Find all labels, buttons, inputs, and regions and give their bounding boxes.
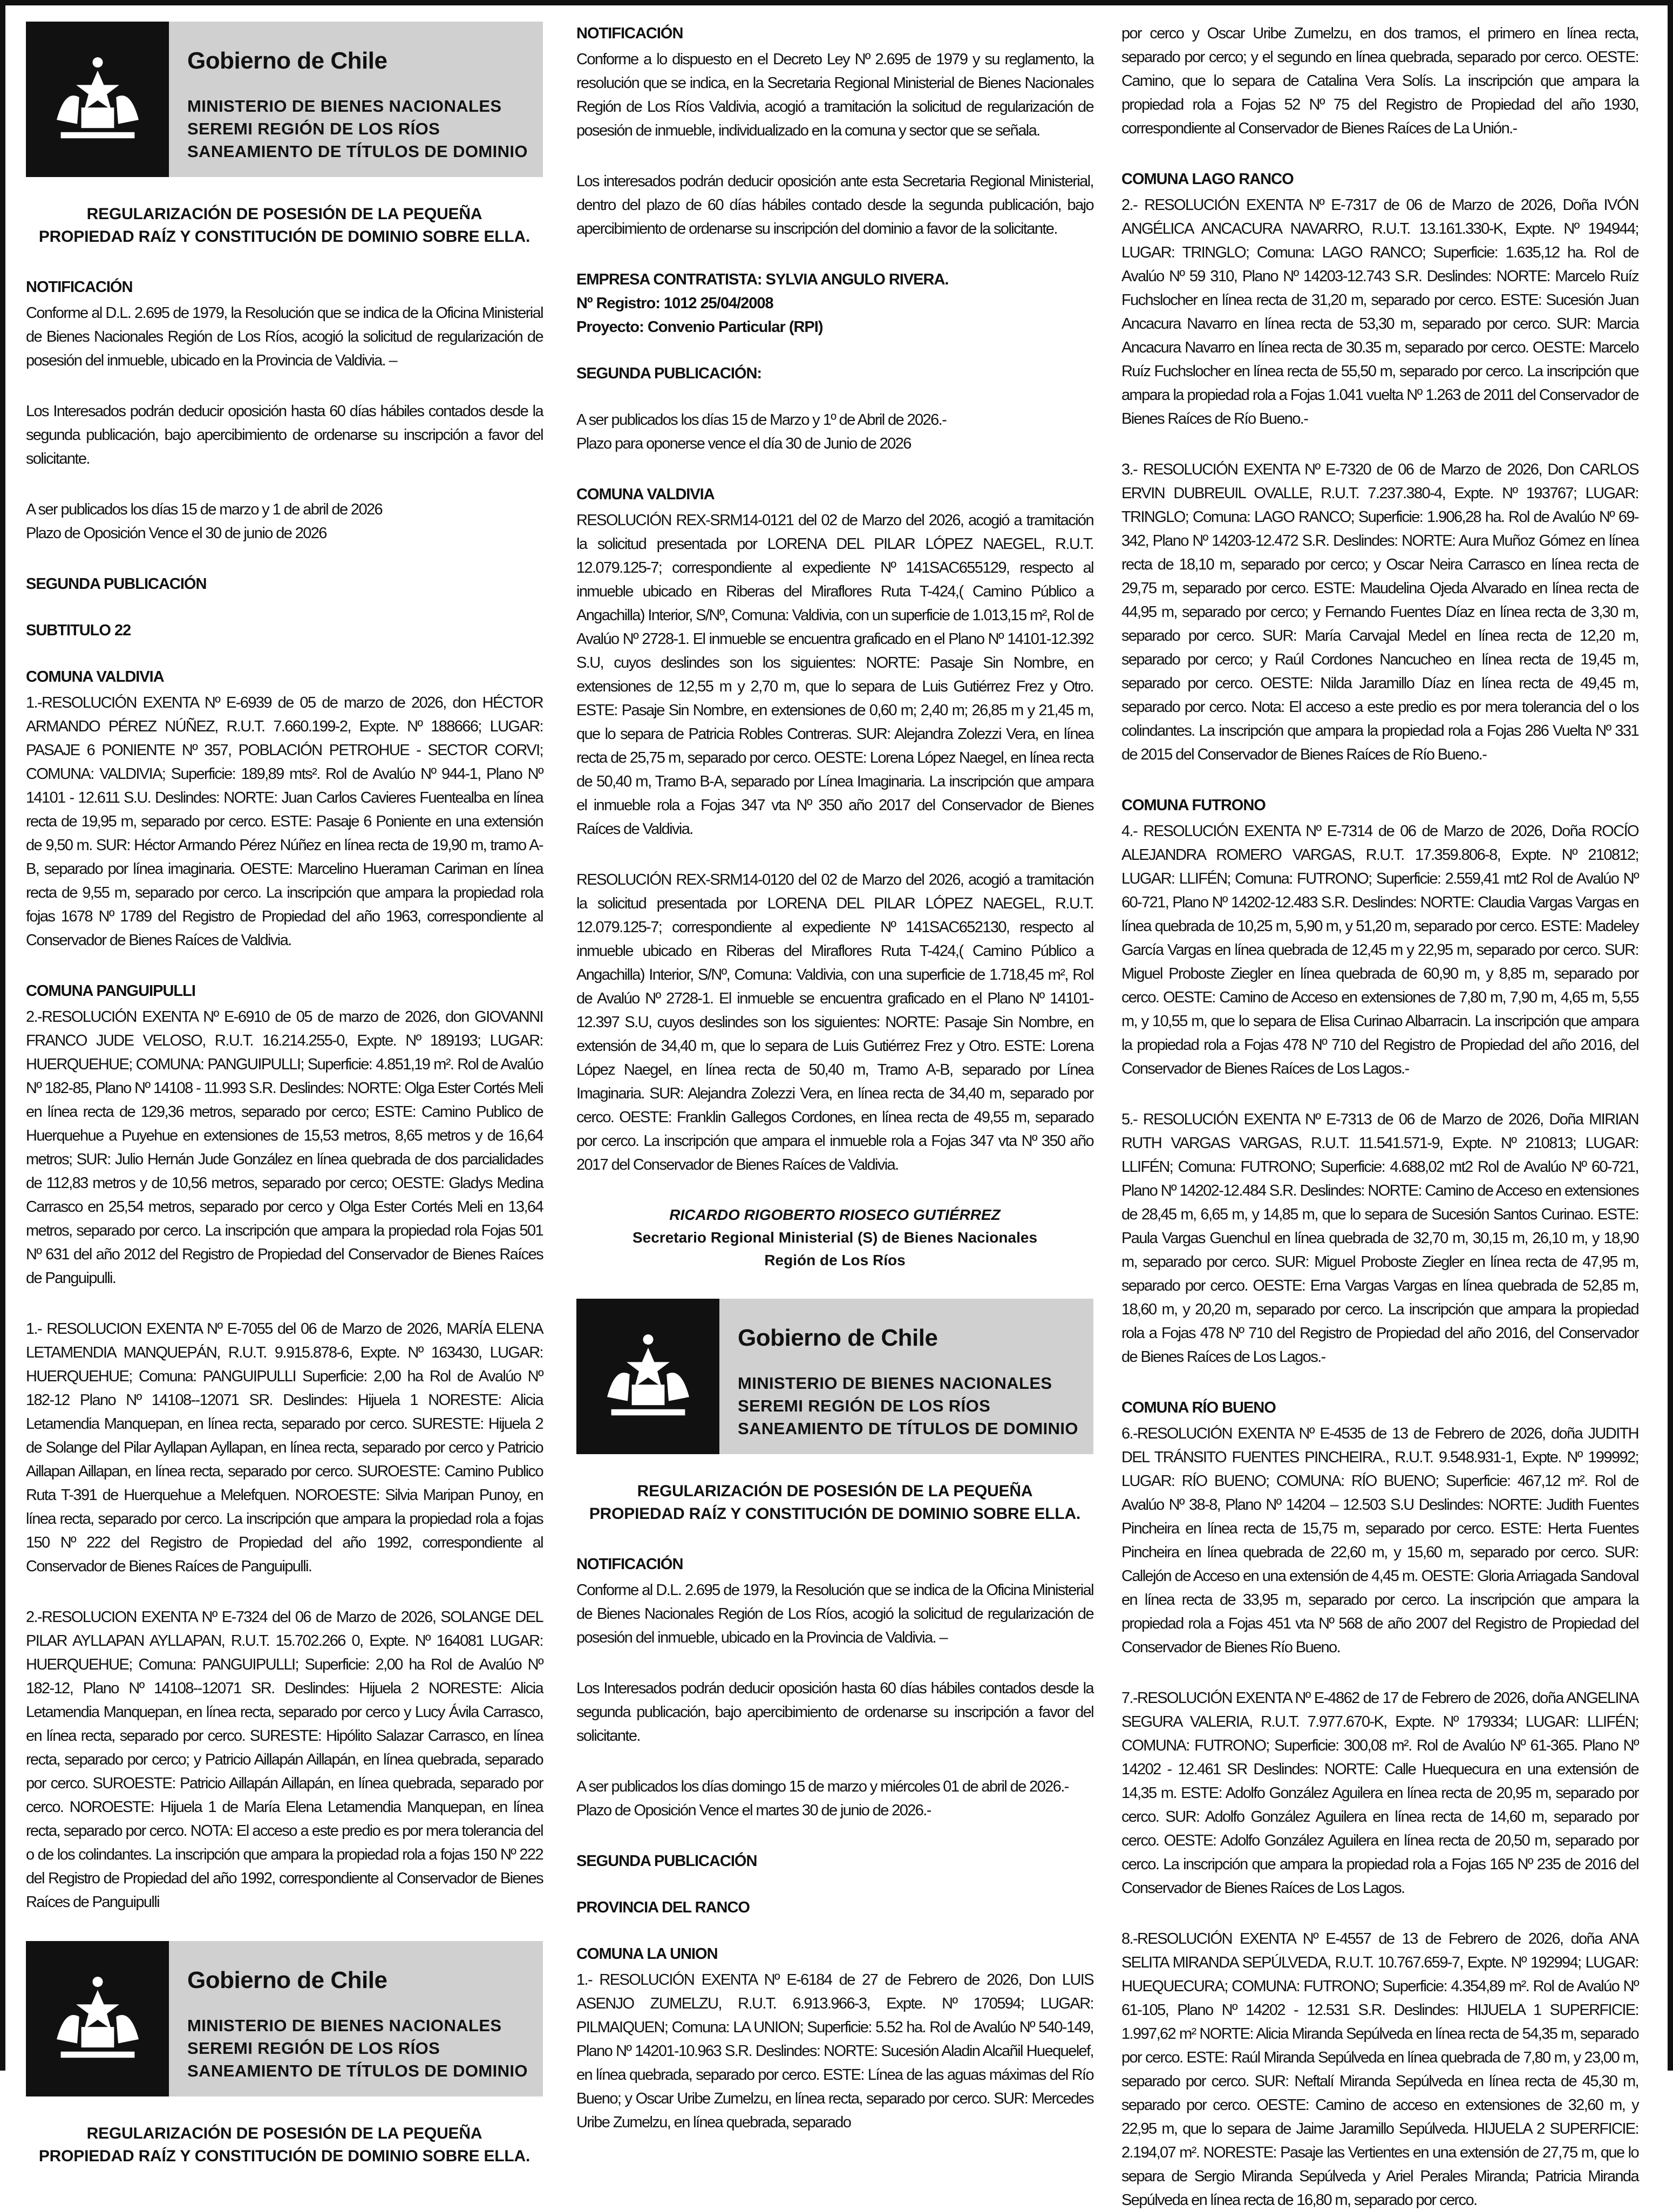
column-1 bbox=[26, 22, 543, 2165]
interesados-text: Los Interesados podrán deducir oposición hasta 60 días hábiles contados desde la segunda publicación, bajo apercibimiento de ordenarse su inscripción a favor del solicitante. bbox=[26, 403, 543, 467]
notificacion-title: NOTIFICACIÓN bbox=[26, 279, 133, 296]
resolucion-item: 1.-RESOLUCIÓN EXENTA Nº E-6939 de 05 de marzo de 2026, don HÉCTOR ARMANDO PÉREZ NÚÑEZ, R.U.T. 7.660.199-2, Expte. Nº 188666; LUGAR: PASAJE 6 PONIENTE Nº 357, POBLACIÓN PETROHUE - SECTOR CORVI; COMUNA: VALDIVIA; Superficie: 189,89 mts². Rol de Avalúo Nº 944-1, Plano Nº 14101 - 12.611 S.U. Deslindes: NORTE: Juan Carlos Cavieres Fuentealba en línea recta de 19,95 m, separado por cerco. ESTE: Pasaje 6 Poniente en una extensión de 9,50 m. SUR: Héctor Armando Pérez Núñez en línea recta de 19,90 m, tramo A-B, separado por línea imaginaria. OESTE: Marcelino Hueraman Cariman en línea recta de 9,55 m, separado por cerco. La inscripción que ampara la propiedad rola fojas 1678 Nº 1789 del Registro de Propiedad del año 1963, correspondiente al Conservador de Bienes Raíces de Valdivia. bbox=[26, 694, 543, 949]
comuna-riobueno-heading: COMUNA RÍO BUENO bbox=[1121, 1399, 1276, 1416]
resolucion-item: 4.- RESOLUCIÓN EXENTA Nº E-7314 de 06 de Marzo de 2026, Doña ROCÍO ALEJANDRA ROMERO VARGAS, R.U.T. 17.359.806-8, Expte. Nº 210812; LUGAR: LLIFÉN; Comuna: FUTRONO; Superficie: 2.559,41 mt2 Rol de Avalúo Nº 60-721, Plano Nº 14202-12.483 S.R. Deslindes: NORTE: Claudia Vargas Vargas en línea quebrada de 10,25 m, 5,90 m, y 51,20 m, separado por cerco. ESTE: Madeley García Vargas en línea quebrada de 12,45 m y 22,95 m, separado por cerco. SUR: Miguel Proboste Ziegler en línea quebrada de 60,90 m, y 8,85 m, separado por cerco. OESTE: Camino de Acceso en extensiones de 7,80 m, 7,90 m, 4,65 m, 5,55 m, y 10,55 m, que lo separa de Elisa Curinao Albarracin. La inscripción que ampara la propiedad rola a Fojas 478 Nº 710 del Registro de Propiedad del año 2016, del Conservador de Bienes Raíces de Los Lagos.- bbox=[1121, 823, 1638, 1077]
comuna-valdivia-heading: COMUNA VALDIVIA bbox=[576, 486, 715, 503]
numero-registro: Nº Registro: 1012 25/04/2008 bbox=[576, 295, 773, 312]
comuna-lagoranco-heading: COMUNA LAGO RANCO bbox=[1121, 171, 1294, 188]
resolucion-item: 7.-RESOLUCIÓN EXENTA Nº E-4862 de 17 de Febrero de 2026, doña ANGELINA SEGURA VALERIA, R.U.T. 7.977.670-K, Expte. Nº 179334; LUGAR: LLIFÉN; COMUNA: FUTRONO; Superficie: 300,08 m². Rol de Avalúo Nº 61-365. Plano Nº 14202 - 12.461 SR Deslindes: NORTE: Calle Huequecura en una extensión de 14,35 m. ESTE: Adolfo González Aguilera en línea recta de 20,95 m, separado por cerco. SUR: Adolfo González Aguilera en línea recta de 14,60 m, separado por cerco. OESTE: Adolfo González Aguilera en línea recta de 20,50 m, separado por cerco. La inscripción que ampara la propiedad rola a Fojas 165 Nº 235 de 2016 del Conservador de Bienes Raíces de Los Lagos. bbox=[1121, 1689, 1638, 1897]
signatory-region: Región de Los Ríos bbox=[764, 1252, 906, 1268]
chile-coat-of-arms-icon bbox=[576, 1299, 719, 1454]
subtitulo-heading: SUBTITULO 22 bbox=[26, 622, 131, 639]
gobierno-title: Gobierno de Chile bbox=[187, 1967, 387, 1993]
ministerio-line: MINISTERIO DE BIENES NACIONALES bbox=[187, 2016, 502, 2035]
saneamiento-line: SANEAMIENTO DE TÍTULOS DE DOMINIO bbox=[187, 142, 528, 161]
empresa-contratista: EMPRESA CONTRATISTA: SYLVIA ANGULO RIVERA. bbox=[576, 271, 949, 288]
chile-coat-of-arms-icon bbox=[26, 22, 169, 177]
notificacion-text: Conforme a lo dispuesto en el Decreto Ley Nº 2.695 de 1979 y su reglamento, la resolución que se indica, en la Secretaria Regional Ministerial de Bienes Nacionales Región de Los Ríos Valdivia, acogió a tramitación la solicitud de regularización de posesión de inmueble, individualizado en la comuna y sector que se señala. bbox=[576, 51, 1093, 139]
comuna-valdivia-heading: COMUNA VALDIVIA bbox=[26, 668, 164, 686]
publication-dates: A ser publicados los días 15 de marzo y 1 de abril de 2026 bbox=[26, 501, 383, 518]
gobierno-title: Gobierno de Chile bbox=[187, 48, 387, 74]
interesados-text: Los interesados podrán deducir oposición ante esta Secretaria Regional Ministerial, dentro del plazo de 60 días hábiles contado desde la segunda publicación, bajo apercibimiento de ordenarse su inscripción del dominio a favor de la solicitante. bbox=[576, 173, 1093, 238]
notificacion-title: NOTIFICACIÓN bbox=[576, 1556, 683, 1573]
resolucion-item: 6.-RESOLUCIÓN EXENTA Nº E-4535 de 13 de Febrero de 2026, doña JUDITH DEL TRÁNSITO FUENTES PINCHEIRA., R.U.T. 9.548.931-1, Expte. Nº 199992; LUGAR: RÍO BUENO; COMUNA: RÍO BUENO; Superficie: 467,12 m². Rol de Avalúo Nº 38-8, Plano Nº 14204 – 12.503 S.U Deslindes: NORTE: Judith Fuentes Pincheira en línea recta de 15,75 m, separado por cerco. ESTE: Herta Fuentes Pincheira en línea quebrada de 22,60 m, y 15,60 m, separado por cerco. SUR: Callejón de Acceso en una extensión de 4,45 m. OESTE: Gloria Arriagada Sandoval en línea recta de 33,95 m, separado por cerco. La inscripción que ampara la propiedad rola a Fojas 451 vta Nº 568 de año 2007 del Registro de Propiedad del Conservador de Bienes Río Bueno. bbox=[1121, 1425, 1638, 1656]
segunda-publicacion-heading: SEGUNDA PUBLICACIÓN bbox=[26, 575, 207, 593]
resolucion-item: 2.- RESOLUCIÓN EXENTA Nº E-7317 de 06 de Marzo de 2026, Doña IVÓN ANGÉLICA ANCACURA NAVARRO, R.U.T. 13.161.330-K, Expte. Nº 194944; LUGAR: TRINGLO; Comuna: LAGO RANCO; Superficie: 1.635,12 ha. Rol de Avalúo Nº 59 310, Plano Nº 14203-12.743 S.R. Deslindes: NORTE: Marcelo Ruíz Fuchslocher en línea recta de 31,20 m, separado por cerco. ESTE: Sucesión Juan Ancacura Navarro en línea recta de 53,30 m, separado por cerco. SUR: Marcia Ancacura Navarro en línea recta de 30.35 m, separado por cerco. OESTE: Marcelo Ruíz Fuchslocher en línea recta de 55,50 m, separado por cerco. La inscripción que ampara la propiedad rola a Fojas 1.041 vuelta Nº 1.263 de 2011 del Conservador de Bienes Raíces de Río Bueno.- bbox=[1121, 196, 1638, 428]
resolucion-item-continued: por cerco y Oscar Uribe Zumelzu, en dos tramos, el primero en línea recta, separado por cerco; y el segundo en línea quebrada, separado por cerco. OESTE: Camino, que lo separa de Catalina Vera Solís. La inscripción que ampara la propiedad rola a Fojas 52 Nº 75 del Registro de Propiedad del año 1930, correspondiente al Conservador de Bienes Raíces de La Unión.- bbox=[1121, 25, 1638, 137]
signature-block bbox=[576, 1204, 1093, 1272]
publication-dates: A ser publicados los días domingo 15 de marzo y miércoles 01 de abril de 2026.- bbox=[576, 1778, 1069, 1795]
segunda-publicacion-heading: SEGUNDA PUBLICACIÓN bbox=[576, 1853, 757, 1870]
column-2 bbox=[576, 22, 1093, 2131]
government-banner bbox=[576, 1299, 1093, 1454]
provincia-heading: PROVINCIA DEL RANCO bbox=[576, 1899, 750, 1916]
column-3 bbox=[1121, 22, 1638, 2209]
seremi-line: SEREMI REGIÓN DE LOS RÍOS bbox=[187, 119, 440, 138]
notificacion-title: NOTIFICACIÓN bbox=[576, 25, 683, 42]
resolucion-item: 2.-RESOLUCION EXENTA Nº E-7324 del 06 de Marzo de 2026, SOLANGE DEL PILAR AYLLAPAN AYLLAPAN, R.U.T. 15.702.266 0, Expte. Nº 164081 LUGAR: HUERQUEHUE; Comuna: PANGUIPULLI; Superficie: 2,00 ha Rol de Avalúo Nº 182-12, Plano Nº 14108--12071 SR. Deslindes: Hijuela 2 NORESTE: Alicia Letamendia Manquepan, en línea recta, separado por cerco y Lucy Ávila Carrasco, en línea recta, separado por cerco. SURESTE: Hipólito Salazar Carrasco, en línea recta, separado por cerco; y Patricio Aillapán Aillapán, en línea quebrada, separado por cerco. SUROESTE: Patricio Aillapán Aillapán, en línea quebrada, separado por cerco. NOROESTE: Hijuela 1 de María Elena Letamendia Manquepan, en línea recta, separado por cerco. NOTA: El acceso a este predio es por mera tolerancia del o de los colindantes. La inscripción que ampara la propiedad rola a fojas 150 Nº 222 del Registro de Propiedad del año 1992, correspondiente al Conservador de Bienes Raíces de Panguipulli bbox=[26, 1609, 543, 1911]
saneamiento-line: SANEAMIENTO DE TÍTULOS DE DOMINIO bbox=[187, 2061, 528, 2080]
interesados-text: Los Interesados podrán deducir oposición hasta 60 días hábiles contados desde la segunda publicación, bajo apercibimiento de ordenarse su inscripción a favor del solicitante. bbox=[576, 1680, 1093, 1745]
notificacion-text: Conforme al D.L. 2.695 de 1979, la Resolución que se indica de la Oficina Ministerial de Bienes Nacionales Región de Los Ríos, acogió la solicitud de regularización de posesión del inmueble, ubicado en la Provincia de Valdivia. – bbox=[576, 1582, 1093, 1646]
signatory-title: Secretario Regional Ministerial (S) de Bienes Nacionales bbox=[632, 1229, 1038, 1246]
resolucion-item: 2.-RESOLUCIÓN EXENTA Nº E-6910 de 05 de marzo de 2026, don GIOVANNI FRANCO JUDE VELOSO, R.U.T. 16.214.255-0, Expte. Nº 189193; LUGAR: HUERQUEHUE; COMUNA: PANGUIPULLI; Superficie: 4.851,19 m². Rol de Avalúo Nº 182-85, Plano Nº 14108 - 11.993 S.R. Deslindes: NORTE: Olga Ester Cortés Meli en línea recta de 129,36 metros, separado por cerco; ESTE: Camino Publico de Huerquehue a Puyehue en extensiones de 15,53 metros, 8,65 metros y de 16,64 metros; SUR: Julio Hernán Jude González en línea quebrada de dos parcialidades de 112,83 metros y de 10,56 metros, separado por cerco; OESTE: Gladys Medina Carrasco en 25,54 metros, separado por cerco y Olga Ester Cortés Meli en 13,64 metros, separado por cerco. La inscripción que ampara la propiedad rola Fojas 501 Nº 631 del año 2012 del Registro de Propiedad del Conservador de Bienes Raíces de Panguipulli. bbox=[26, 1008, 543, 1287]
segunda-publicacion-heading: SEGUNDA PUBLICACIÓN: bbox=[576, 365, 762, 382]
government-banner bbox=[26, 1941, 543, 2096]
government-banner bbox=[26, 22, 543, 177]
comuna-panguipulli-heading: COMUNA PANGUIPULLI bbox=[26, 982, 195, 1000]
resolucion-item: 3.- RESOLUCIÓN EXENTA Nº E-7320 de 06 de Marzo de 2026, Don CARLOS ERVIN DUBREUIL OVALLE, R.U.T. 7.237.380-4, Expte. Nº 193767; LUGAR: TRINGLO; Comuna: LAGO RANCO; Superficie: 1.906,28 ha. Rol de Avalúo Nº 69-342, Plano Nº 14203-12.472 S.R. Deslindes: NORTE: Aura Muñoz Gómez en línea recta de 18,10 m, separado por cerco; y Oscar Neira Carrasco en línea recta de 29,75 m, separado por cerco. ESTE: Maudelina Ojeda Alvarado en línea recta de 44,95 m, separado por cerco; y Fernando Fuentes Díaz en línea recta de 3,30 m, separado por cerco. SUR: María Carvajal Medel en línea recta de 12,20 m, separado por cerco; y Raúl Cordones Nancucheo en línea recta de 19,45 m, separado por cerco. OESTE: Nilda Jaramillo Díaz en línea recta de 49,45 m, separado por cerco. Nota: El acceso a este predio es por mera tolerancia del o los colindantes. La inscripción que ampara la propiedad rola a Fojas 286 Vuelta Nº 331 de 2015 del Conservador de Bienes Raíces de Río Bueno.- bbox=[1121, 461, 1638, 763]
saneamiento-line: SANEAMIENTO DE TÍTULOS DE DOMINIO bbox=[738, 1419, 1078, 1438]
opposition-deadline: Plazo para oponerse vence el día 30 de Junio de 2026 bbox=[576, 435, 911, 452]
gobierno-title: Gobierno de Chile bbox=[738, 1325, 938, 1351]
chile-coat-of-arms-icon bbox=[26, 1941, 169, 2096]
resolucion-item: RESOLUCIÓN REX-SRM14-0121 del 02 de Marzo del 2026, acogió a tramitación la solicitud presentada por LORENA DEL PILAR LÓPEZ NAEGEL, R.U.T. 12.079.125-7; correspondiente al expediente Nº 141SAC655129, respecto al inmueble ubicado en Riberas del Miraflores Ruta T-424,( Camino Público a Angachilla) Interior, S/Nº, Comuna: Valdivia, con un superficie de 1.013,15 m², Rol de Avalúo Nº 2728-1. El inmueble se encuentra graficado en el Plano Nº 14101-12.392 S.U, cuyos deslindes son los siguientes: NORTE: Pasaje Sin Nombre, en extensiones de 12,55 m y 2,70 m, que lo separa de Luis Gutiérrez Frez y Otro. ESTE: Pasaje Sin Nombre, en extensiones de 0,60 m; 2,40 m; 26,85 m y 21,45 m, que lo separa de Patricia Robles Contreras. SUR: Alejandra Zolezzi Vera, en línea recta de 25,75 m, separado por cerco. OESTE: Lorena López Naegel, en línea recta de 50,40 m, Tramo B-A, separado por Línea Imaginaria. La inscripción que ampara el inmueble rola a Fojas 347 vta Nº 350 año 2017 del Conservador de Bienes Raíces de Valdivia. bbox=[576, 512, 1093, 838]
signatory-name: RICARDO RIGOBERTO RIOSECO GUTIÉRREZ bbox=[669, 1206, 1001, 1223]
regularizacion-heading: REGULARIZACIÓN DE POSESIÓN DE LA PEQUEÑA PROPIEDAD RAÍZ Y CONSTITUCIÓN DE DOMINIO SOBRE ELLA. bbox=[38, 205, 531, 246]
publication-dates: A ser publicados los días 15 de Marzo y 1º de Abril de 2026.- bbox=[576, 411, 947, 429]
seremi-line: SEREMI REGIÓN DE LOS RÍOS bbox=[187, 2039, 440, 2058]
resolucion-item: 1.- RESOLUCION EXENTA Nº E-7055 del 06 de Marzo de 2026, MARÍA ELENA LETAMENDIA MANQUEPÁN, R.U.T. 9.915.878-6, Expte. Nº 163430, LUGAR: HUERQUEHUE; Comuna: PANGUIPULLI Superficie: 2,00 ha Rol de Avalúo Nº 182-12 Plano Nº 14108--12071 SR. Deslindes: Hijuela 1 NORESTE: Alicia Letamendia Manquepan, en línea recta, separado por cerco. SURESTE: Hijuela 2 de Solange del Pilar Ayllapan Ayllapan, en línea recta, separado por cerco y Patricio Aillapan Aillapan, en línea recta, separado por cerco. SUROESTE: Camino Publico Ruta T-391 de Huerquehue a Melefquen. NOROESTE: Silvia Maripan Punoy, en línea recta, separado por cerco. La inscripción que ampara la propiedad rola a fojas 150 Nº 222 del Registro de Propiedad del año 1992, correspondiente al Conservador de Bienes Raíces de Panguipulli. bbox=[26, 1320, 543, 1575]
proyecto: Proyecto: Convenio Particular (RPI) bbox=[576, 318, 823, 336]
resolucion-item: 8.-RESOLUCIÓN EXENTA Nº E-4557 de 13 de Febrero de 2026, doña ANA SELITA MIRANDA SEPÚLVEDA, R.U.T. 10.767.659-7, Expte. Nº 192994; LUGAR: HUEQUECURA; COMUNA: FUTRONO; Superficie: 4.354,89 m². Rol de Avalúo Nº 61-105, Plano Nº 14202 - 12.531 S.R. Deslindes: HIJUELA 1 SUPERFICIE: 1.997,62 m² NORTE: Alicia Miranda Sepúlveda en línea recta de 54,35 m, separado por cerco. ESTE: Raúl Miranda Sepúlveda en línea quebrada de 7,80 m, y 23,00 m, separado por cerco. SUR: Neftalí Miranda Sepúlveda en línea recta de 45,30 m, separado por cerco. OESTE: Camino de acceso en extensiones de 32,60 m, y 22,95 m, que lo separa de Jaime Jaramillo Sepúlveda. HIJUELA 2 SUPERFICIE: 2.194,07 m². NORESTE: Pasaje las Vertientes en una extensión de 27,75 m, que lo separa de Sergio Miranda Sepúlveda y Ariel Perales Miranda; Patricia Miranda Sepúlveda en línea recta de 16,80 m, separado por cerco. bbox=[1121, 1930, 1638, 2209]
comuna-launion-heading: COMUNA LA UNION bbox=[576, 1945, 718, 1963]
notificacion-text: Conforme al D.L. 2.695 de 1979, la Resolución que se indica de la Oficina Ministerial de Bienes Nacionales Región de Los Ríos, acogió la solicitud de regularización de posesión del inmueble, ubicado en la Provincia de Valdivia. – bbox=[26, 304, 543, 369]
opposition-deadline: Plazo de Oposición Vence el martes 30 de junio de 2026.- bbox=[576, 1802, 931, 1819]
ministerio-line: MINISTERIO DE BIENES NACIONALES bbox=[187, 97, 502, 116]
ministerio-line: MINISTERIO DE BIENES NACIONALES bbox=[738, 1374, 1052, 1393]
regularizacion-heading: REGULARIZACIÓN DE POSESIÓN DE LA PEQUEÑA PROPIEDAD RAÍZ Y CONSTITUCIÓN DE DOMINIO SOBRE ELLA. bbox=[589, 1482, 1081, 1523]
opposition-deadline: Plazo de Oposición Vence el 30 de junio de 2026 bbox=[26, 525, 327, 542]
resolucion-item: 1.- RESOLUCIÓN EXENTA Nº E-6184 de 27 de Febrero de 2026, Don LUIS ASENJO ZUMELZU, R.U.T. 6.913.966-3, Expte. Nº 170594; LUGAR: PILMAIQUEN; Comuna: LA UNION; Superficie: 5.52 ha. Rol de Avalúo Nº 540-149, Plano Nº 14201-10.963 S.R. Deslindes: NORTE: Sucesión Aladin Alcañil Huequelef, en línea quebrada, separado por cerco. ESTE: Línea de las aguas máximas del Río Bueno; y Oscar Uribe Zumelzu, en línea recta, separado por cerco. SUR: Mercedes Uribe Zumelzu, en línea quebrada, separado bbox=[576, 1971, 1093, 2131]
resolucion-item: 5.- RESOLUCIÓN EXENTA Nº E-7313 de 06 de Marzo de 2026, Doña MIRIAN RUTH VARGAS VARGAS, R.U.T. 11.541.571-9, Expte. Nº 210813; LUGAR: LLIFÉN; Comuna: FUTRONO; Superficie: 4.688,02 mt2 Rol de Avalúo Nº 60-721, Plano Nº 14202-12.484 S.R. Deslindes: NORTE: Camino de Acceso en extensiones de 28,45 m, 6,65 m, y 14,85 m, que lo separa de Sucesión Santos Curinao. ESTE: Paula Vargas Guenchul en línea quebrada de 32,70 m, 30,15 m, 26,10 m, y 18,90 m, separado por cerco. SUR: Miguel Proboste Ziegler en línea recta de 47,95 m, separado por cerco. OESTE: Erna Vargas Vargas en línea quebrada de 52,85 m, 18,60 m, y 20,20 m, separado por cerco. La inscripción que ampara la propiedad rola a Fojas 478 Nº 710 del Registro de Propiedad del año 2016, del Conservador de Bienes Raíces de Los Lagos.- bbox=[1121, 1111, 1638, 1366]
seremi-line: SEREMI REGIÓN DE LOS RÍOS bbox=[738, 1396, 991, 1415]
comuna-futrono-heading: COMUNA FUTRONO bbox=[1121, 797, 1266, 814]
regularizacion-heading: REGULARIZACIÓN DE POSESIÓN DE LA PEQUEÑA PROPIEDAD RAÍZ Y CONSTITUCIÓN DE DOMINIO SOBRE ELLA. bbox=[38, 2125, 531, 2165]
resolucion-item: RESOLUCIÓN REX-SRM14-0120 del 02 de Marzo del 2026, acogió a tramitación la solicitud presentada por LORENA DEL PILAR LÓPEZ NAEGEL, R.U.T. 12.079.125-7; correspondiente al expediente Nº 141SAC652130, respecto al inmueble ubicado en Riberas del Miraflores Ruta T-424,( Camino Público a Angachilla) Interior, S/Nº, Comuna: Valdivia, con una superficie de 1.718,45 m², Rol de Avalúo Nº 2728-1. El inmueble se encuentra graficado en el Plano Nº 14101-12.397 S.U, cuyos deslindes son los siguientes: NORTE: Pasaje Sin Nombre, en extensión de 34,40 m, que lo separa de Luis Gutiérrez Frez y Otro. ESTE: Lorena López Naegel, en línea recta de 50,40 m, Tramo A-B, separado por Línea Imaginaria. SUR: Alejandra Zolezzi Vera, en línea recta de 34,40 m, separado por cerco. OESTE: Franklin Gallegos Cordones, en línea recta de 49,55 m, separado por cerco. La inscripción que ampara el inmueble rola a Fojas 347 vta Nº 350 año 2017 del Conservador de Bienes Raíces de Valdivia. bbox=[576, 871, 1093, 1173]
